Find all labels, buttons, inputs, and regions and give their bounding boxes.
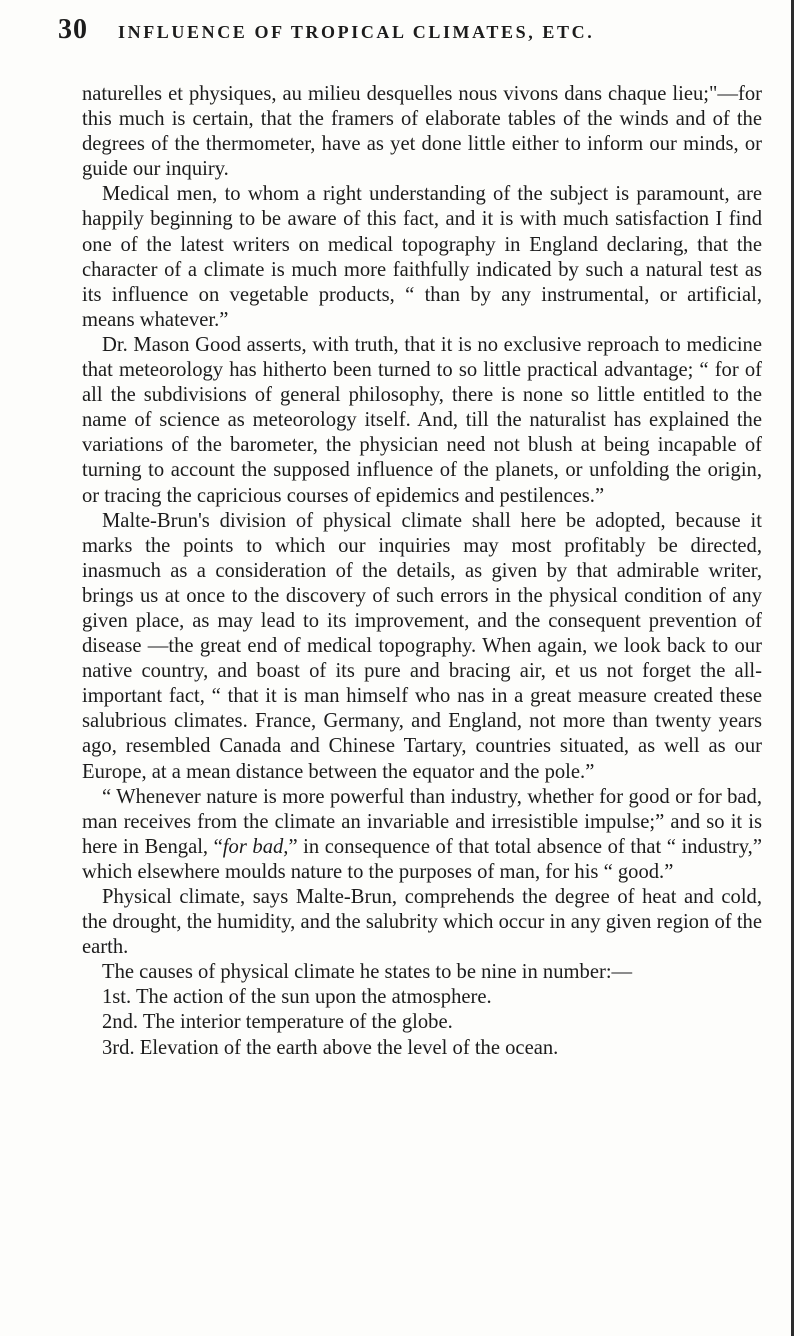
paragraph-mason-good: Dr. Mason Good asserts, with truth, that it is no exclusive reproach to medicine that meteorology has hitherto been turned to so little practical advantage; “ for of all the subdivisions of general philosophy, there is none so little entitled to the name of science as meteorology itself. And, till the naturalist has explained the variations of the barometer, the physician need not blush at being incapable of turning to account the supposed influence of the planets, or unfolding the origin, or tracing the capricious courses of epidemics and pestilences.” (82, 333, 762, 507)
paragraph-nature-industry-part-b: ” in consequence of that total absence of that “ industry,” which elsewhere moulds nature to the purposes of man, for his “ good.” (82, 835, 762, 883)
paragraph-causes: The causes of physical climate he states to be nine in number:— (102, 961, 633, 984)
page-header (58, 14, 758, 50)
page-number: 30 (58, 14, 88, 45)
list-item-first: 1st. The action of the sun upon the atmosphere. (102, 986, 492, 1009)
paragraph-medical-men: Medical men, to whom a right understanding of the subject is paramount, are happily beginning to be aware of this fact, and it is with much satisfaction I find one of the latest writers on medical topography in England declaring, that the character of a climate is much more faithfully indicated by such a natural test as its influence on vegetable products, “ than by any instrumental, or artificial, means whatever.” (82, 183, 762, 331)
paragraph-physical-climate: Physical climate, says Malte-Brun, comprehends the degree of heat and cold, the drought, the humidity, and the salubrity which occur in any given region of the earth. (82, 886, 762, 959)
list-item-second: 2nd. The interior temperature of the globe. (102, 1011, 453, 1034)
running-head: INFLUENCE OF TROPICAL CLIMATES, ETC. (118, 22, 595, 42)
page-edge-shadow (791, 0, 794, 1336)
list-item-third: 3rd. Elevation of the earth above the level of the ocean. (102, 1036, 559, 1059)
italic-for-bad: for bad, (222, 835, 289, 858)
paragraph-continuation: naturelles et physiques, au milieu desquelles nous vivons dans chaque lieu;"—for this much is certain, that the framers of elaborate tables of the winds and of the degrees of the thermometer, have as yet done little either to inform our minds, or guide our inquiry. (82, 83, 762, 181)
body-text (82, 82, 762, 1061)
paragraph-nature-industry-part-a: “ Whenever nature is more powerful than industry, whether for good or for bad, man receives from the climate an invariable and irresistible impulse;” and so it is here in Bengal, “ (82, 785, 762, 858)
paragraph-nature-industry (82, 785, 762, 885)
paragraph-malte-brun-division: Malte-Brun's division of physical climate shall here be adopted, because it marks the points to which our inquiries may most profitably be directed, inasmuch as a consideration of the details, as given by that admirable writer, brings us at once to the discovery of such errors in the physical condition of any given place, as may lead to its improvement, and the consequent prevention of disease —the great end of medical topography. When again, we look back to our native country, and boast of its pure and bracing air, et us not forget the all-important fact, “ that it is man himself who nas in a great measure created these salubrious climates. France, Germany, and England, not more than twenty years ago, resembled Canada and Chinese Tartary, countries situated, as well as our Europe, at a mean distance between the equator and the pole.” (82, 509, 762, 783)
